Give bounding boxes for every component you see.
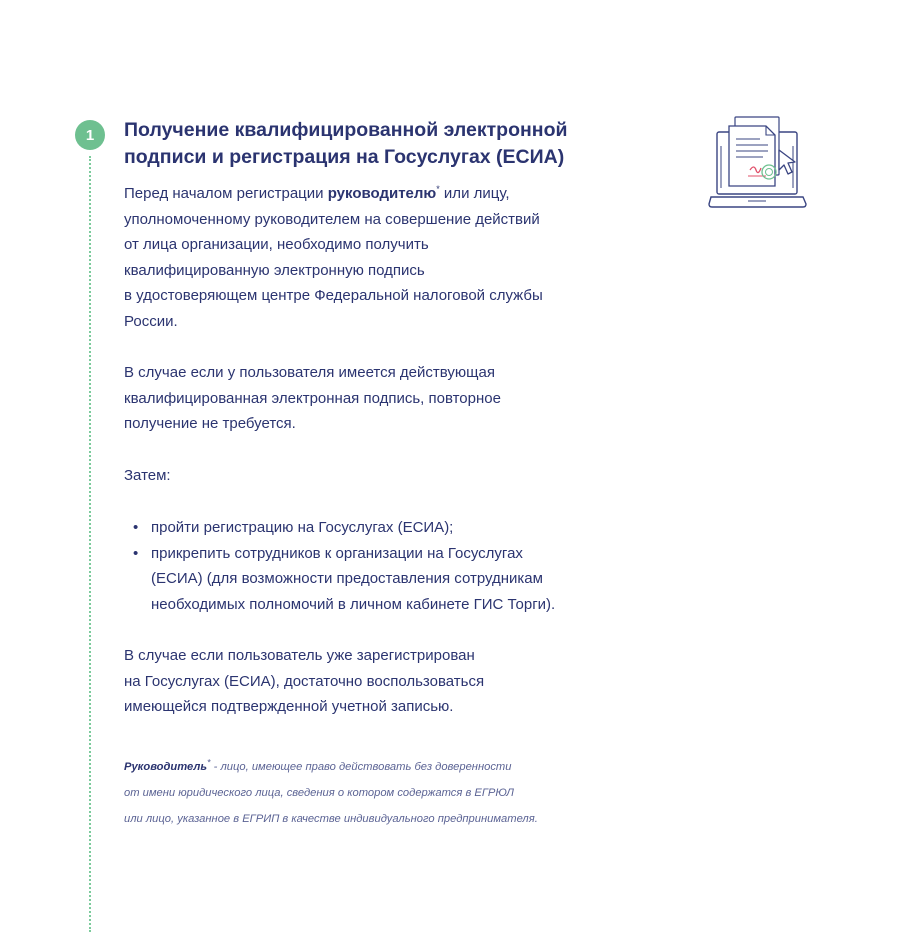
- existing-line-1: В случае если у пользователя имеется действующая: [124, 364, 495, 381]
- list-item: [133, 541, 684, 618]
- list-item-2-line-1: прикрепить сотрудников к организации на Госуслугах: [151, 544, 523, 562]
- intro-line-6: России.: [124, 312, 178, 330]
- list-item-1-line-1: пройти регистрацию на Госуслугах (ЕСИА);: [151, 519, 454, 536]
- section-title-line-1: Получение квалифицированной электронной: [124, 119, 568, 141]
- footnote-line-1-tail: - лицо, имеющее право действовать без доверенности: [210, 760, 512, 773]
- intro-lead: Перед началом регистрации: [124, 185, 328, 202]
- steps-list: [124, 515, 684, 617]
- already-registered-paragraph: [124, 643, 684, 720]
- intro-line-4: квалифицированную электронную подпись: [124, 261, 425, 279]
- registered-line-3: имеющейся подтвержденной учетной записью.: [124, 698, 454, 715]
- existing-signature-paragraph: [124, 360, 684, 437]
- list-item: [133, 515, 684, 541]
- intro-line-2: уполномоченному руководителем на совершение действий: [124, 210, 540, 228]
- intro-line-1-tail: или лицу,: [439, 185, 510, 202]
- existing-line-3: получение не требуется.: [124, 415, 296, 432]
- list-item-2-line-2: (ЕСИА) (для возможности предоставления сотрудникам: [151, 570, 543, 587]
- registered-line-1: В случае если пользователь уже зарегистрирован: [124, 647, 475, 664]
- section-title-line-2: подписи и регистрация на Госуслугах (ЕСИА): [124, 146, 565, 168]
- laptop-document-signature-icon: [708, 112, 810, 212]
- intro-bold-term: руководителю: [327, 185, 437, 202]
- footnote-star: *: [207, 756, 211, 767]
- registered-line-2: на Госуслугах (ЕСИА), достаточно воспользоваться: [124, 672, 485, 690]
- list-item-2-line-3: необходимых полномочий в личном кабинете ГИС Торги).: [151, 595, 556, 613]
- step-number-badge: [75, 120, 105, 150]
- footnote-line-3: или лицо, указанное в ЕГРИП в качестве индивидуального предпринимателя.: [124, 812, 538, 825]
- section-title: [124, 117, 684, 171]
- then-label: Затем:: [124, 466, 171, 484]
- footnote-line-2: от имени юридического лица, сведения о котором содержатся в ЕГРЮЛ: [124, 786, 514, 799]
- bullet-marker: •: [133, 519, 139, 536]
- step-number: 1: [85, 126, 95, 144]
- step-content: [124, 117, 684, 832]
- bullet-marker: •: [133, 544, 139, 562]
- existing-line-2: квалифицированная электронная подпись, повторное: [124, 389, 501, 407]
- intro-line-3: от лица организации, необходимо получить: [124, 236, 429, 253]
- intro-footnote-star: *: [436, 184, 440, 194]
- intro-paragraph: [124, 181, 684, 334]
- footnote: [124, 754, 684, 832]
- timeline-dotted-line: [89, 156, 91, 932]
- footnote-term: Руководитель: [124, 760, 208, 773]
- intro-line-5: в удостоверяющем центре Федеральной налоговой службы: [124, 287, 543, 304]
